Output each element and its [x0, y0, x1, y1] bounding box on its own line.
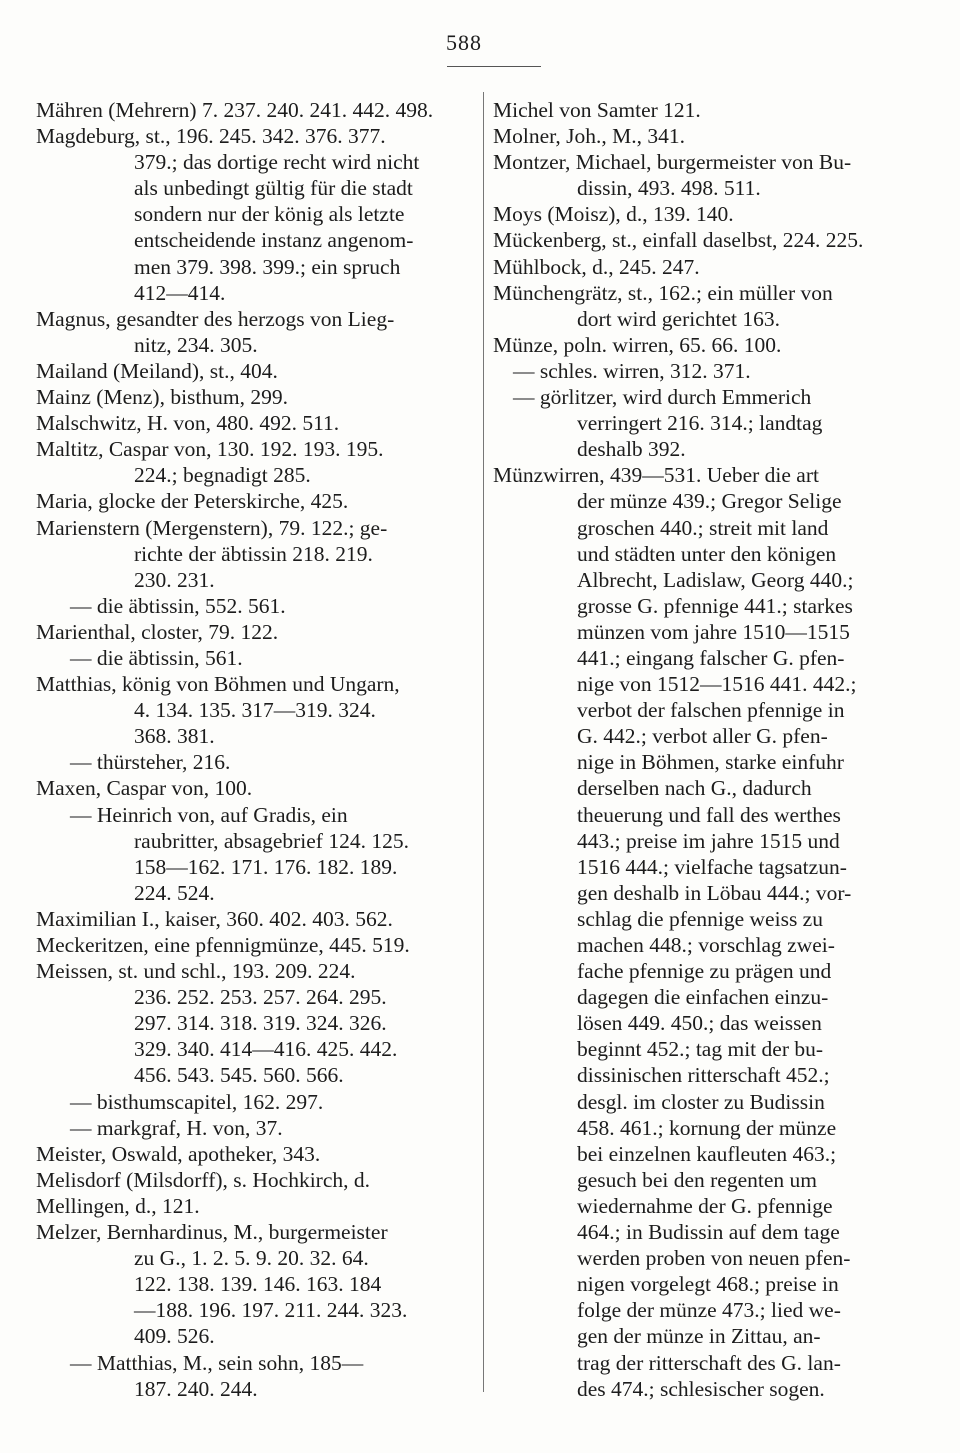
index-line: gen der münze in Zittau, an-: [577, 1324, 821, 1349]
index-line: 456. 543. 545. 560. 566.: [134, 1063, 344, 1088]
index-column-right: [493, 97, 929, 1402]
index-line: Münzwirren, 439—531. Ueber die art: [493, 463, 819, 488]
index-line: — markgraf, H. von, 37.: [70, 1115, 283, 1140]
index-line: — die äbtissin, 561.: [70, 645, 243, 670]
index-line: 368. 381.: [134, 724, 215, 749]
index-line: bei einzelnen kaufleuten 463.;: [577, 1141, 837, 1166]
index-line: — thürsteher, 216.: [70, 750, 231, 775]
index-line: Maria, glocke der Peterskirche, 425.: [36, 489, 349, 514]
index-line: münzen vom jahre 1510—1515: [577, 619, 850, 644]
index-line: Maxen, Caspar von, 100.: [36, 776, 253, 801]
index-line: werden proben von neuen pfen-: [577, 1246, 851, 1271]
index-line: Münchengrätz, st., 162.; ein müller von: [493, 280, 833, 305]
index-line: trag der ritterschaft des G. lan-: [577, 1350, 841, 1375]
index-line: Mähren (Mehrern) 7. 237. 240. 241. 442. 498.: [36, 98, 434, 122]
index-line: nitz, 234. 305.: [134, 332, 258, 357]
index-line: 187. 240. 244.: [134, 1376, 258, 1401]
index-line: sondern nur der könig als letzte: [134, 202, 405, 227]
index-line: 224.; begnadigt 285.: [134, 463, 311, 488]
column-divider: [483, 92, 484, 1392]
header-rule: [447, 66, 541, 67]
index-line: 297. 314. 318. 319. 324. 326.: [134, 1011, 387, 1036]
index-line: raubritter, absagebrief 124. 125.: [134, 828, 409, 853]
index-line: zu G., 1. 2. 5. 9. 20. 32. 64.: [134, 1246, 369, 1271]
index-line: Münze, poln. wirren, 65. 66. 100.: [493, 332, 782, 357]
index-line: — görlitzer, wird durch Emmerich: [513, 385, 812, 410]
index-line: 458. 461.; kornung der münze: [577, 1115, 837, 1140]
index-line: schlag die pfennige weiss zu: [577, 906, 823, 931]
index-line: — die äbtissin, 552. 561.: [70, 593, 286, 618]
index-line: Magnus, gesandter des herzogs von Lieg-: [36, 306, 395, 331]
index-line: Meissen, st. und schl., 193. 209. 224.: [36, 959, 356, 984]
index-line: dissin, 493. 498. 511.: [577, 176, 761, 201]
index-line: Molner, Joh., M., 341.: [493, 124, 686, 149]
index-line: nige von 1512—1516 441. 442.;: [577, 672, 857, 697]
index-line: 4. 134. 135. 317—319. 324.: [134, 698, 376, 723]
index-line: —188. 196. 197. 211. 244. 323.: [134, 1298, 408, 1323]
index-line: — Heinrich von, auf Gradis, ein: [70, 802, 348, 827]
index-line: entscheidende instanz angenom-: [134, 228, 414, 253]
index-line: fache pfennige zu prägen und: [577, 959, 832, 984]
index-line: nige in Böhmen, starke einfuhr: [577, 750, 844, 775]
index-line: dissinischen ritterschaft 452.;: [577, 1063, 830, 1088]
index-line: 441.; eingang falscher G. pfen-: [577, 645, 845, 670]
index-line: als unbedingt gültig für die stadt: [134, 176, 413, 201]
index-line: theuerung und fall des werthes: [577, 802, 841, 827]
index-line: deshalb 392.: [577, 437, 686, 462]
index-line: 230. 231.: [134, 567, 215, 592]
index-line: — schles. wirren, 312. 371.: [513, 358, 751, 383]
index-line: 158—162. 171. 176. 182. 189.: [134, 854, 398, 879]
index-line: dagegen die einfachen einzu-: [577, 985, 829, 1010]
index-line: Marienthal, closter, 79. 122.: [36, 619, 279, 644]
index-line: 122. 138. 139. 146. 163. 184: [134, 1272, 382, 1297]
index-line: wiedernahme der G. pfennige: [577, 1193, 833, 1218]
index-line: Maltitz, Caspar von, 130. 192. 193. 195.: [36, 437, 384, 462]
index-line: 409. 526.: [134, 1324, 215, 1349]
index-line: Malschwitz, H. von, 480. 492. 511.: [36, 411, 340, 436]
index-line: folge der münze 473.; lied we-: [577, 1298, 841, 1323]
index-line: beginnt 452.; tag mit der bu-: [577, 1037, 824, 1062]
index-line: Moys (Moisz), d., 139. 140.: [493, 202, 734, 227]
index-line: Meister, Oswald, apotheker, 343.: [36, 1141, 321, 1166]
index-line: — bisthumscapitel, 162. 297.: [70, 1089, 324, 1114]
page-number: 588: [446, 30, 482, 55]
index-line: 464.; in Budissin auf dem tage: [577, 1220, 840, 1245]
index-line: 412—414.: [134, 280, 226, 305]
index-line: verbot der falschen pfennige in: [577, 698, 845, 723]
index-line: grosse G. pfennige 441.; starkes: [577, 593, 853, 618]
index-line: richte der äbtissin 218. 219.: [134, 541, 373, 566]
index-line: 224. 524.: [134, 880, 215, 905]
index-line: 1516 444.; vielfache tagsatzun-: [577, 854, 847, 879]
index-line: Marienstern (Mergenstern), 79. 122.; ge-: [36, 515, 388, 540]
index-line: lösen 449. 450.; das weissen: [577, 1011, 822, 1036]
index-line: machen 448.; vorschlag zwei-: [577, 933, 835, 957]
index-line: Melisdorf (Milsdorff), s. Hochkirch, d.: [36, 1167, 370, 1192]
index-line: groschen 440.; streit mit land: [577, 515, 829, 540]
index-line: der münze 439.; Gregor Selige: [577, 489, 842, 514]
index-line: Melzer, Bernhardinus, M., burgermeister: [36, 1220, 388, 1245]
index-line: desgl. im closter zu Budissin: [577, 1089, 825, 1114]
index-line: Meckeritzen, eine pfennigmünze, 445. 519.: [36, 933, 410, 957]
index-line: 236. 252. 253. 257. 264. 295.: [134, 985, 387, 1010]
index-line: dort wird gerichtet 163.: [577, 306, 781, 331]
index-line: Mailand (Meiland), st., 404.: [36, 358, 278, 383]
index-line: Maximilian I., kaiser, 360. 402. 403. 562.: [36, 906, 393, 931]
index-column-left: [36, 97, 476, 1402]
index-line: men 379. 398. 399.; ein spruch: [134, 254, 401, 279]
index-line: derselben nach G., dadurch: [577, 776, 812, 801]
index-line: 379.; das dortige recht wird nicht: [134, 150, 420, 175]
index-line: 329. 340. 414—416. 425. 442.: [134, 1037, 398, 1062]
index-line: Mainz (Menz), bisthum, 299.: [36, 385, 288, 410]
index-line: Albrecht, Ladislaw, Georg 440.;: [577, 567, 854, 592]
index-line: Michel von Samter 121.: [493, 98, 701, 122]
index-line: verringert 216. 314.; landtag: [577, 411, 823, 436]
index-line: des 474.; schlesischer sogen.: [577, 1376, 825, 1401]
index-line: und städten unter den königen: [577, 541, 837, 566]
index-line: Magdeburg, st., 196. 245. 342. 376. 377.: [36, 124, 386, 149]
index-line: Matthias, könig von Böhmen und Ungarn,: [36, 672, 400, 697]
index-line: nigen vorgelegt 468.; preise in: [577, 1272, 839, 1297]
index-line: Mellingen, d., 121.: [36, 1193, 200, 1218]
index-line: G. 442.; verbot aller G. pfen-: [577, 724, 828, 749]
index-line: gesuch bei den regenten um: [577, 1167, 817, 1192]
index-line: — Matthias, M., sein sohn, 185—: [70, 1350, 364, 1375]
index-line: Mückenberg, st., einfall daselbst, 224. 225.: [493, 228, 864, 253]
index-line: gen deshalb in Löbau 444.; vor-: [577, 880, 852, 905]
index-line: Mühlbock, d., 245. 247.: [493, 254, 700, 279]
index-line: 443.; preise im jahre 1515 und: [577, 828, 840, 853]
index-line: Montzer, Michael, burgermeister von Bu-: [493, 150, 852, 175]
